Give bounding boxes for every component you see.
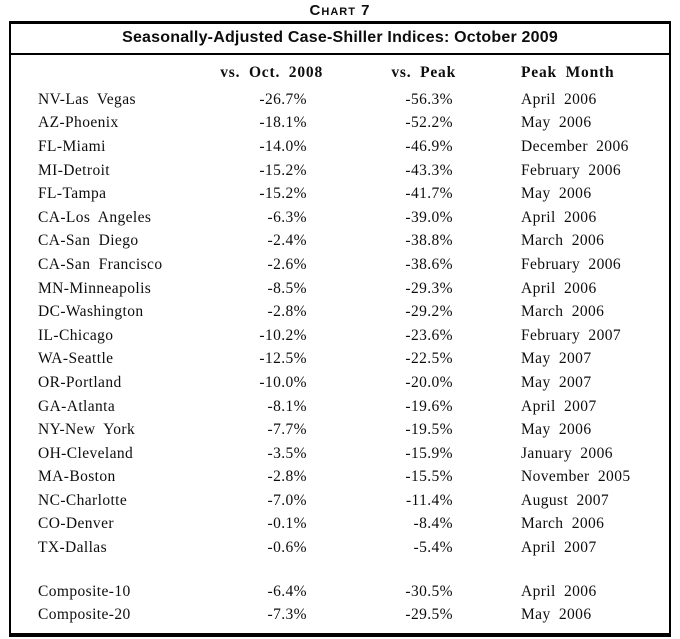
vs-oct-2008-cell: -10.0%: [259, 373, 307, 391]
city-cell: Composite-10: [38, 582, 131, 600]
vs-peak-cell: -29.3%: [405, 279, 453, 297]
peak-month-cell: May 2007: [521, 350, 592, 368]
peak-month-cell: May 2006: [521, 421, 592, 439]
vs-peak-cell: -56.3%: [405, 90, 453, 108]
vs-peak-cell: -30.5%: [405, 582, 453, 600]
city-cell: WA-Seattle: [38, 350, 114, 368]
table-row: [11, 418, 669, 442]
vs-oct-2008-cell: -6.4%: [267, 582, 307, 600]
vs-oct-2008-cell: -15.2%: [259, 185, 307, 203]
case-shiller-table-box: [9, 21, 671, 637]
city-cell: OR-Portland: [38, 373, 122, 391]
city-cell: CA-Los Angeles: [38, 208, 152, 226]
peak-month-cell: November 2005: [521, 468, 631, 486]
peak-month-cell: May 2006: [521, 185, 592, 203]
vs-peak-cell: -8.4%: [413, 515, 453, 533]
city-cell: CO-Denver: [38, 515, 114, 533]
table-row: [11, 88, 669, 112]
table-row: [11, 112, 669, 136]
table-title: Seasonally-Adjusted Case-Shiller Indices: October 2009: [11, 24, 669, 55]
peak-month-cell: February 2007: [521, 326, 622, 344]
vs-peak-cell: -23.6%: [405, 326, 453, 344]
city-cell: NC-Charlotte: [38, 491, 128, 509]
table-row: [11, 371, 669, 395]
peak-month-cell: March 2006: [521, 232, 605, 250]
vs-peak-cell: -15.5%: [405, 468, 453, 486]
spacer-row: [11, 560, 669, 580]
vs-oct-2008-cell: -8.1%: [267, 397, 307, 415]
vs-peak-cell: -20.0%: [405, 373, 453, 391]
city-cell: MN-Minneapolis: [38, 279, 152, 297]
case-shiller-table: [11, 55, 669, 627]
peak-month-cell: March 2006: [521, 303, 605, 321]
city-cell: OH-Cleveland: [38, 444, 134, 462]
city-cell: MA-Boston: [38, 468, 116, 486]
peak-month-cell: May 2007: [521, 373, 592, 391]
table-row: [11, 135, 669, 159]
peak-month-cell: August 2007: [521, 491, 610, 509]
vs-peak-cell: -11.4%: [405, 491, 453, 509]
table-row: [11, 580, 669, 604]
vs-oct-2008-cell: -3.5%: [267, 444, 307, 462]
column-header-city-blank: [11, 55, 216, 88]
peak-month-cell: May 2006: [521, 606, 592, 624]
spacer-group: [11, 560, 669, 580]
peak-month-cell: March 2006: [521, 515, 605, 533]
city-cell: CA-San Francisco: [38, 255, 163, 273]
vs-peak-cell: -38.6%: [405, 255, 453, 273]
city-cell: CA-San Diego: [38, 232, 139, 250]
city-cell: NY-New York: [38, 421, 136, 439]
table-row: [11, 603, 669, 627]
vs-oct-2008-cell: -7.3%: [267, 606, 307, 624]
city-cell: AZ-Phoenix: [38, 114, 119, 132]
table-row: [11, 324, 669, 348]
vs-peak-cell: -29.5%: [405, 606, 453, 624]
vs-peak-cell: -29.2%: [405, 303, 453, 321]
table-row: [11, 253, 669, 277]
vs-peak-cell: -15.9%: [405, 444, 453, 462]
table-row: [11, 489, 669, 513]
vs-oct-2008-cell: -2.6%: [267, 255, 307, 273]
peak-month-cell: April 2006: [521, 279, 597, 297]
vs-oct-2008-cell: -7.0%: [267, 491, 307, 509]
peak-month-cell: April 2006: [521, 208, 597, 226]
vs-oct-2008-cell: -2.8%: [267, 303, 307, 321]
table-row: [11, 536, 669, 560]
composite-rows: [11, 580, 669, 627]
spacer-cell: [11, 560, 669, 580]
table-row: [11, 513, 669, 537]
column-header-peak-month: Peak Month: [521, 64, 615, 81]
vs-oct-2008-cell: -6.3%: [267, 208, 307, 226]
vs-oct-2008-cell: -2.8%: [267, 468, 307, 486]
peak-month-cell: February 2006: [521, 161, 622, 179]
vs-peak-cell: -43.3%: [405, 161, 453, 179]
chart-caption: Chart 7: [309, 2, 371, 19]
city-cell: DC-Washington: [38, 303, 144, 321]
vs-oct-2008-cell: -7.7%: [267, 421, 307, 439]
vs-oct-2008-cell: -26.7%: [259, 90, 307, 108]
city-cell: Composite-20: [38, 606, 131, 624]
peak-month-cell: December 2006: [521, 137, 629, 155]
vs-peak-cell: -5.4%: [413, 539, 453, 557]
city-rows: [11, 88, 669, 560]
column-header-vs-peak: vs. Peak: [391, 64, 456, 81]
city-cell: IL-Chicago: [38, 326, 114, 344]
table-row: [11, 348, 669, 372]
peak-month-cell: February 2006: [521, 255, 622, 273]
vs-peak-cell: -39.0%: [405, 208, 453, 226]
vs-peak-cell: -46.9%: [405, 137, 453, 155]
table-row: [11, 442, 669, 466]
column-header-vs-oct-2008: vs. Oct. 2008: [220, 64, 323, 81]
vs-peak-cell: -38.8%: [405, 232, 453, 250]
table-row: [11, 395, 669, 419]
peak-month-cell: April 2007: [521, 539, 597, 557]
vs-peak-cell: -19.6%: [405, 397, 453, 415]
peak-month-cell: April 2006: [521, 582, 597, 600]
vs-peak-cell: -19.5%: [405, 421, 453, 439]
vs-oct-2008-cell: -18.1%: [259, 114, 307, 132]
peak-month-cell: April 2007: [521, 397, 597, 415]
city-cell: FL-Miami: [38, 137, 106, 155]
vs-oct-2008-cell: -2.4%: [267, 232, 307, 250]
city-cell: TX-Dallas: [38, 539, 108, 557]
city-cell: MI-Detroit: [38, 161, 111, 179]
table-bottom-padding: [11, 627, 669, 633]
peak-month-cell: April 2006: [521, 90, 597, 108]
city-cell: GA-Atlanta: [38, 397, 116, 415]
column-header-row: [11, 55, 669, 88]
vs-oct-2008-cell: -0.1%: [267, 515, 307, 533]
peak-month-cell: May 2006: [521, 114, 592, 132]
vs-peak-cell: -52.2%: [405, 114, 453, 132]
table-row: [11, 230, 669, 254]
table-row: [11, 300, 669, 324]
table-row: [11, 466, 669, 490]
vs-oct-2008-cell: -14.0%: [259, 137, 307, 155]
table-row: [11, 159, 669, 183]
vs-peak-cell: -41.7%: [405, 185, 453, 203]
peak-month-cell: January 2006: [521, 444, 613, 462]
table-row: [11, 277, 669, 301]
vs-oct-2008-cell: -15.2%: [259, 161, 307, 179]
vs-oct-2008-cell: -8.5%: [267, 279, 307, 297]
city-cell: FL-Tampa: [38, 185, 107, 203]
vs-oct-2008-cell: -10.2%: [259, 326, 307, 344]
vs-oct-2008-cell: -12.5%: [259, 350, 307, 368]
city-cell: NV-Las Vegas: [38, 90, 136, 108]
table-row: [11, 182, 669, 206]
vs-oct-2008-cell: -0.6%: [267, 539, 307, 557]
table-row: [11, 206, 669, 230]
vs-peak-cell: -22.5%: [405, 350, 453, 368]
